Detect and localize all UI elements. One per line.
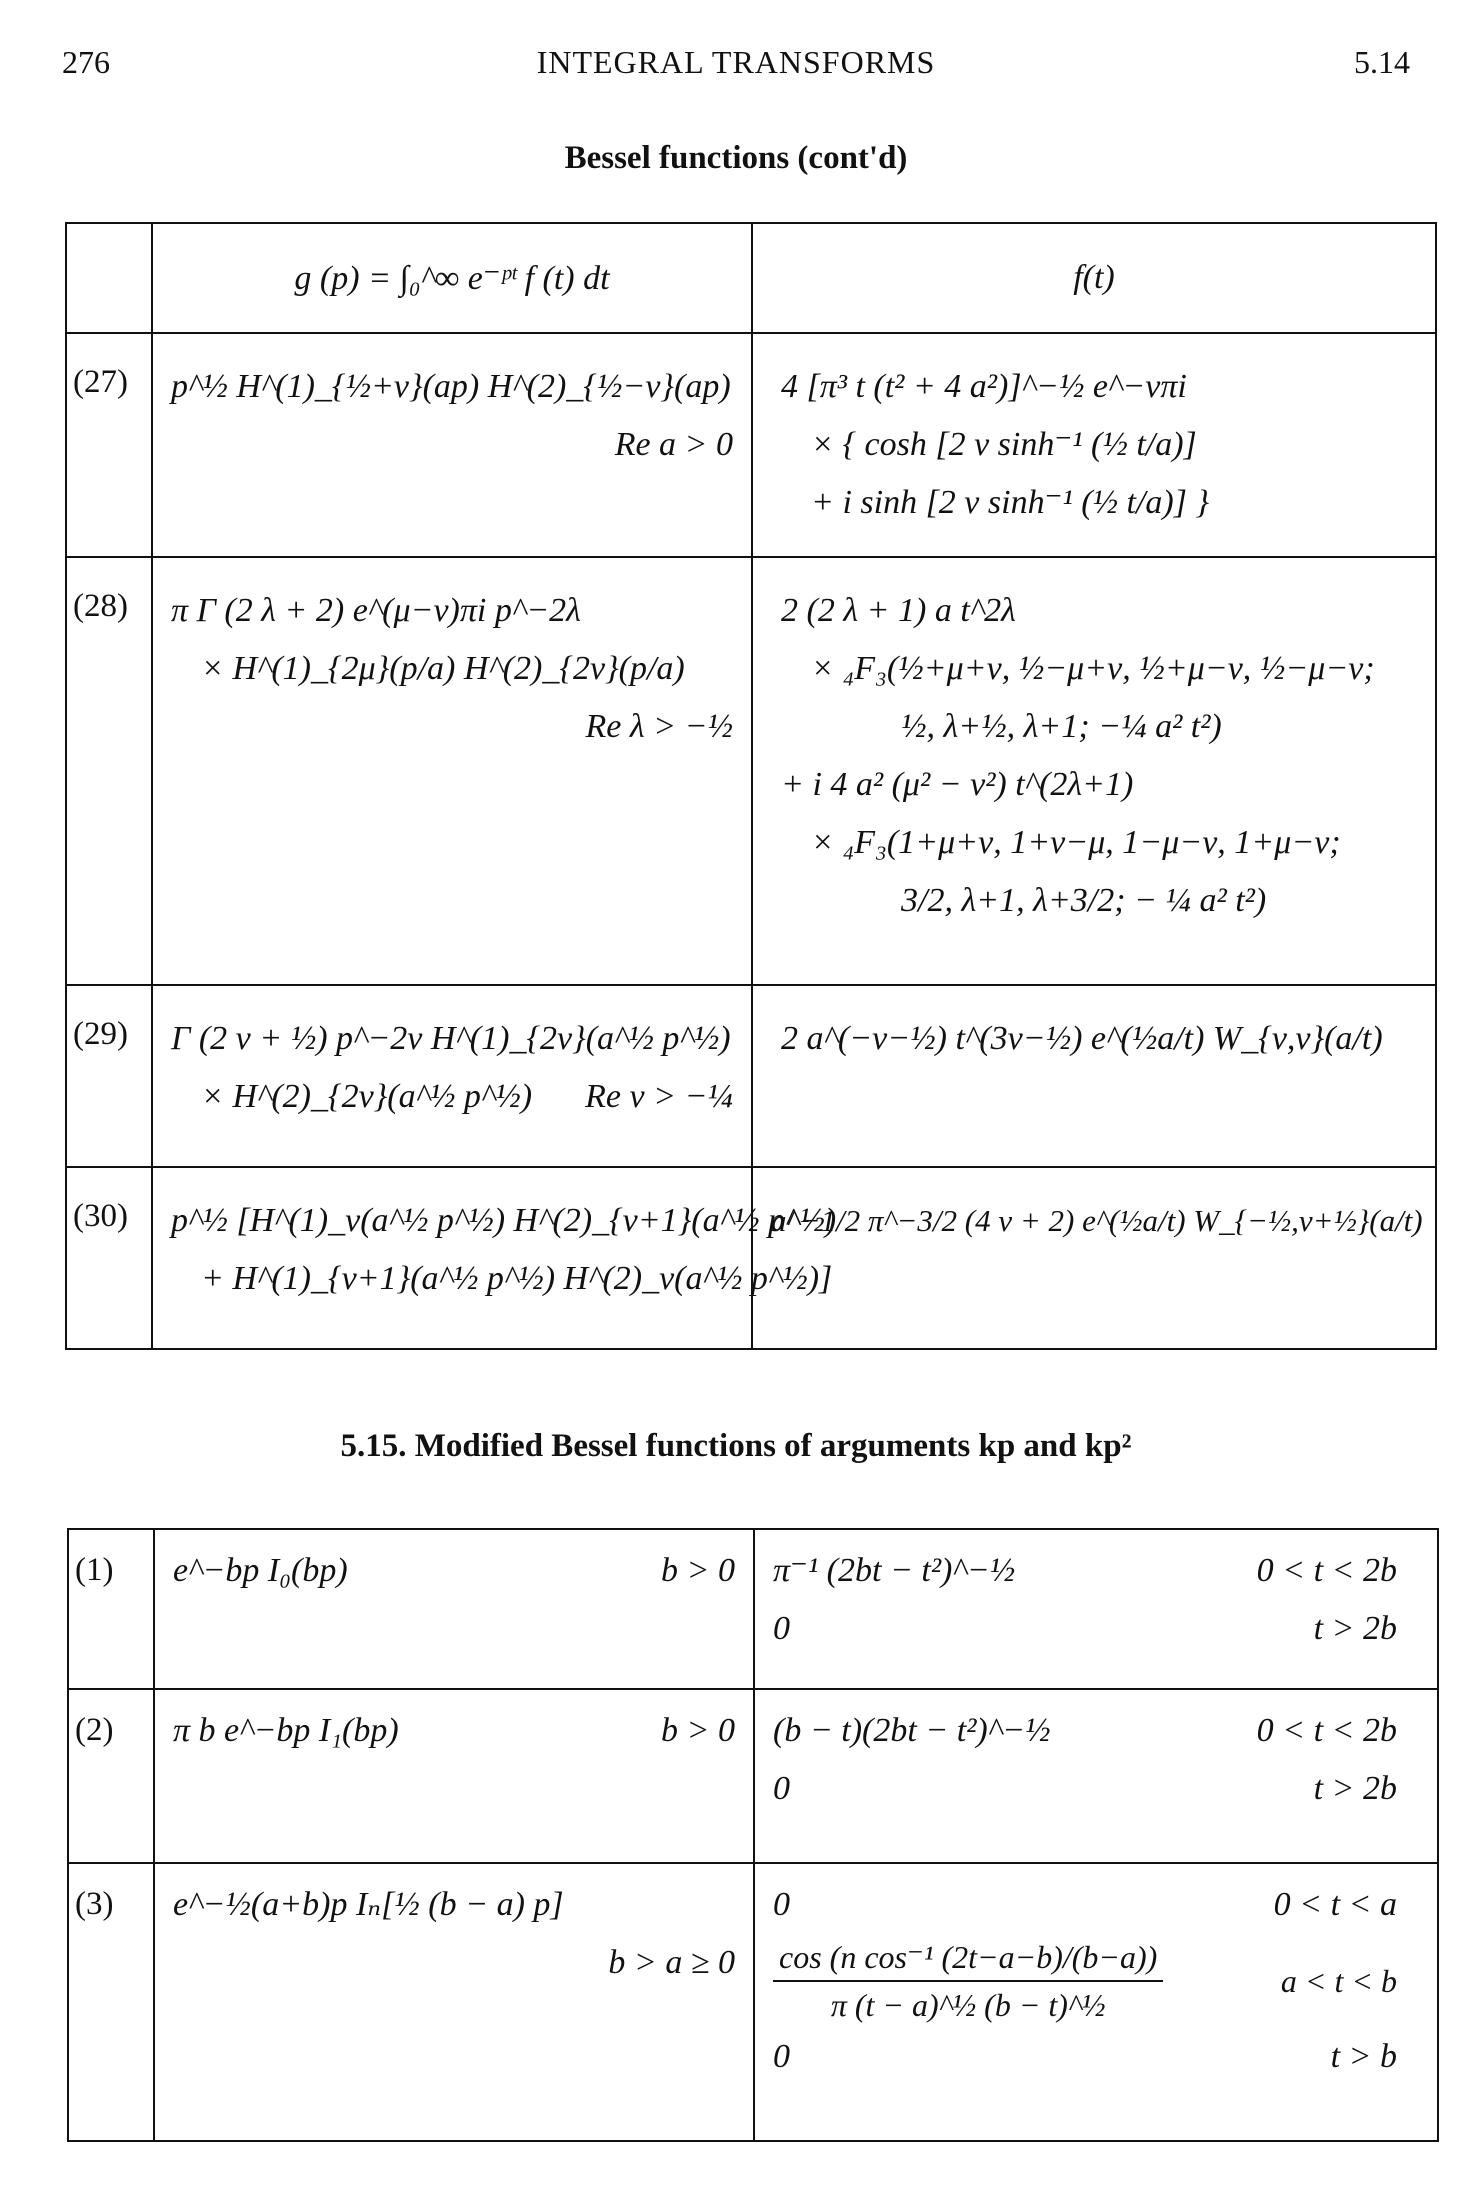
g-line-with-condition: [173, 1542, 735, 1600]
f-value: 0: [773, 1610, 790, 1647]
g-cell: [152, 1167, 837, 1349]
f-line: × { cosh [2 ν sinh⁻¹ (½ t/a)]: [811, 426, 1197, 463]
f-condition: 0 < t < 2b: [1256, 1552, 1397, 1589]
g-cell: [152, 985, 752, 1167]
g-line: e^−½(a+b)p Iₙ[½ (b − a) p]: [173, 1886, 564, 1923]
table-row: [66, 985, 1436, 1167]
table-row: [66, 1167, 1436, 1349]
table-row: [66, 333, 1436, 557]
f-cell: [754, 1689, 1438, 1863]
formula-number: (1): [68, 1529, 154, 1689]
f-case: [773, 1542, 1397, 1600]
f-case: [773, 1934, 1397, 2028]
f-condition: t > b: [1330, 2038, 1397, 2075]
f-line: × ₄F₃(½+μ+ν, ½−μ+ν, ½+μ−ν, ½−μ−ν;: [811, 650, 1375, 687]
f-value: 0: [773, 2038, 790, 2075]
table-row: [66, 557, 1436, 985]
f-line: + i sinh [2 ν sinh⁻¹ (½ t/a)] }: [811, 484, 1210, 521]
g-line-with-condition: [171, 1068, 733, 1126]
g-cell: [154, 1689, 754, 1863]
header-g-cell: g (p) = ∫₀^∞ e⁻ᵖᵗ f (t) dt: [152, 223, 752, 333]
f-condition: 0 < t < 2b: [1256, 1712, 1397, 1749]
section-number: 5.14: [1354, 44, 1410, 80]
continued-heading: Bessel functions (cont'd): [564, 140, 908, 176]
g-cell: [152, 333, 752, 557]
f-fraction: [773, 1934, 1163, 2028]
f-case: [773, 1702, 1397, 1760]
f-value: 0: [773, 1886, 790, 1923]
header-blank-cell: [66, 223, 152, 333]
g-line: p^½ H^(1)_{½+ν}(ap) H^(2)_{½−ν}(ap): [171, 368, 731, 405]
f-line: + i 4 a² (μ² − ν²) t^(2λ+1): [781, 766, 1134, 803]
formula-number: (28): [66, 557, 152, 985]
formula-number: (2): [68, 1689, 154, 1863]
formula-number: (27): [66, 333, 152, 557]
modified-bessel-table: [67, 1528, 1439, 2142]
g-line-with-condition: [173, 1702, 735, 1760]
f-cell: [754, 1863, 1438, 2141]
section-heading: 5.15. Modified Bessel functions of arguments kp and kp²: [340, 1428, 1132, 1464]
f-case: [773, 1600, 1397, 1658]
f-condition: t > 2b: [1313, 1770, 1397, 1807]
g-condition: Re a > 0: [614, 426, 733, 463]
bessel-table: [65, 222, 1437, 1350]
g-line: × H^(2)_{2ν}(a^½ p^½): [201, 1078, 533, 1115]
g-line: p^½ [H^(1)_ν(a^½ p^½) H^(2)_{ν+1}(a^½ p^½): [171, 1202, 837, 1239]
f-condition: t > 2b: [1313, 1610, 1397, 1647]
f-line: 2 a^(−ν−½) t^(3ν−½) e^(½a/t) W_{ν,ν}(a/t): [781, 1020, 1383, 1057]
f-case: [773, 2028, 1397, 2086]
g-line: e^−bp I₀(bp): [173, 1552, 348, 1589]
g-line: π b e^−bp I₁(bp): [173, 1712, 399, 1749]
g-condition: b > 0: [661, 1712, 735, 1749]
g-cell: [152, 557, 752, 985]
g-condition: b > a ≥ 0: [608, 1944, 735, 1981]
f-condition: 0 < t < a: [1273, 1886, 1397, 1923]
fraction-denominator: π (t − a)^½ (b − t)^½: [830, 1987, 1106, 2023]
g-line: + H^(1)_{ν+1}(a^½ p^½) H^(2)_ν(a^½ p^½)]: [201, 1260, 833, 1297]
f-cell: [752, 333, 1436, 557]
table-row: [68, 1689, 1438, 1863]
g-line: × H^(1)_{2μ}(p/a) H^(2)_{2ν}(p/a): [201, 650, 685, 687]
page-number: 276: [62, 44, 110, 80]
formula-number: (30): [66, 1167, 152, 1349]
table-header-row: [66, 223, 1436, 333]
g-cell: [154, 1863, 754, 2141]
f-value: π⁻¹ (2bt − t²)^−½: [773, 1552, 1016, 1589]
formula-number: (29): [66, 985, 152, 1167]
f-line: a^−1/2 π^−3/2 (4 ν + 2) e^(½a/t) W_{−½,ν+½}(a/t): [771, 1203, 1423, 1238]
f-line: × ₄F₃(1+μ+ν, 1+ν−μ, 1−μ−ν, 1+μ−ν;: [811, 824, 1341, 861]
f-condition: a < t < b: [1280, 1962, 1397, 1999]
f-cell: [752, 557, 1436, 985]
f-cell: [752, 1167, 1436, 1349]
table-row: [68, 1863, 1438, 2141]
f-case: [773, 1760, 1397, 1818]
f-value: (b − t)(2bt − t²)^−½: [773, 1712, 1051, 1749]
fraction-numerator: cos (n cos⁻¹ (2t−a−b)/(b−a)): [773, 1934, 1163, 1982]
g-condition: Re ν > −¼: [585, 1078, 733, 1115]
f-line: 3/2, λ+1, λ+3/2; − ¼ a² t²): [901, 882, 1267, 919]
g-cell: [154, 1529, 754, 1689]
f-cell: [754, 1529, 1438, 1689]
g-line: Γ (2 ν + ½) p^−2ν H^(1)_{2ν}(a^½ p^½): [171, 1020, 731, 1057]
formula-number: (3): [68, 1863, 154, 2141]
f-line: 2 (2 λ + 1) a t^2λ: [781, 592, 1016, 629]
g-condition: b > 0: [661, 1552, 735, 1589]
f-line: 4 [π³ t (t² + 4 a²)]^−½ e^−νπi: [781, 368, 1187, 405]
g-line: π Γ (2 λ + 2) e^(μ−ν)πi p^−2λ: [171, 592, 581, 629]
table-row: [68, 1529, 1438, 1689]
running-title: INTEGRAL TRANSFORMS: [536, 44, 936, 80]
running-head: [62, 44, 1410, 84]
f-line: ½, λ+½, λ+1; −¼ a² t²): [901, 708, 1222, 745]
f-case: [773, 1876, 1397, 1934]
g-condition: Re λ > −½: [585, 708, 733, 745]
header-f-cell: f(t): [752, 223, 1436, 333]
f-value: 0: [773, 1770, 790, 1807]
f-cell: [752, 985, 1436, 1167]
